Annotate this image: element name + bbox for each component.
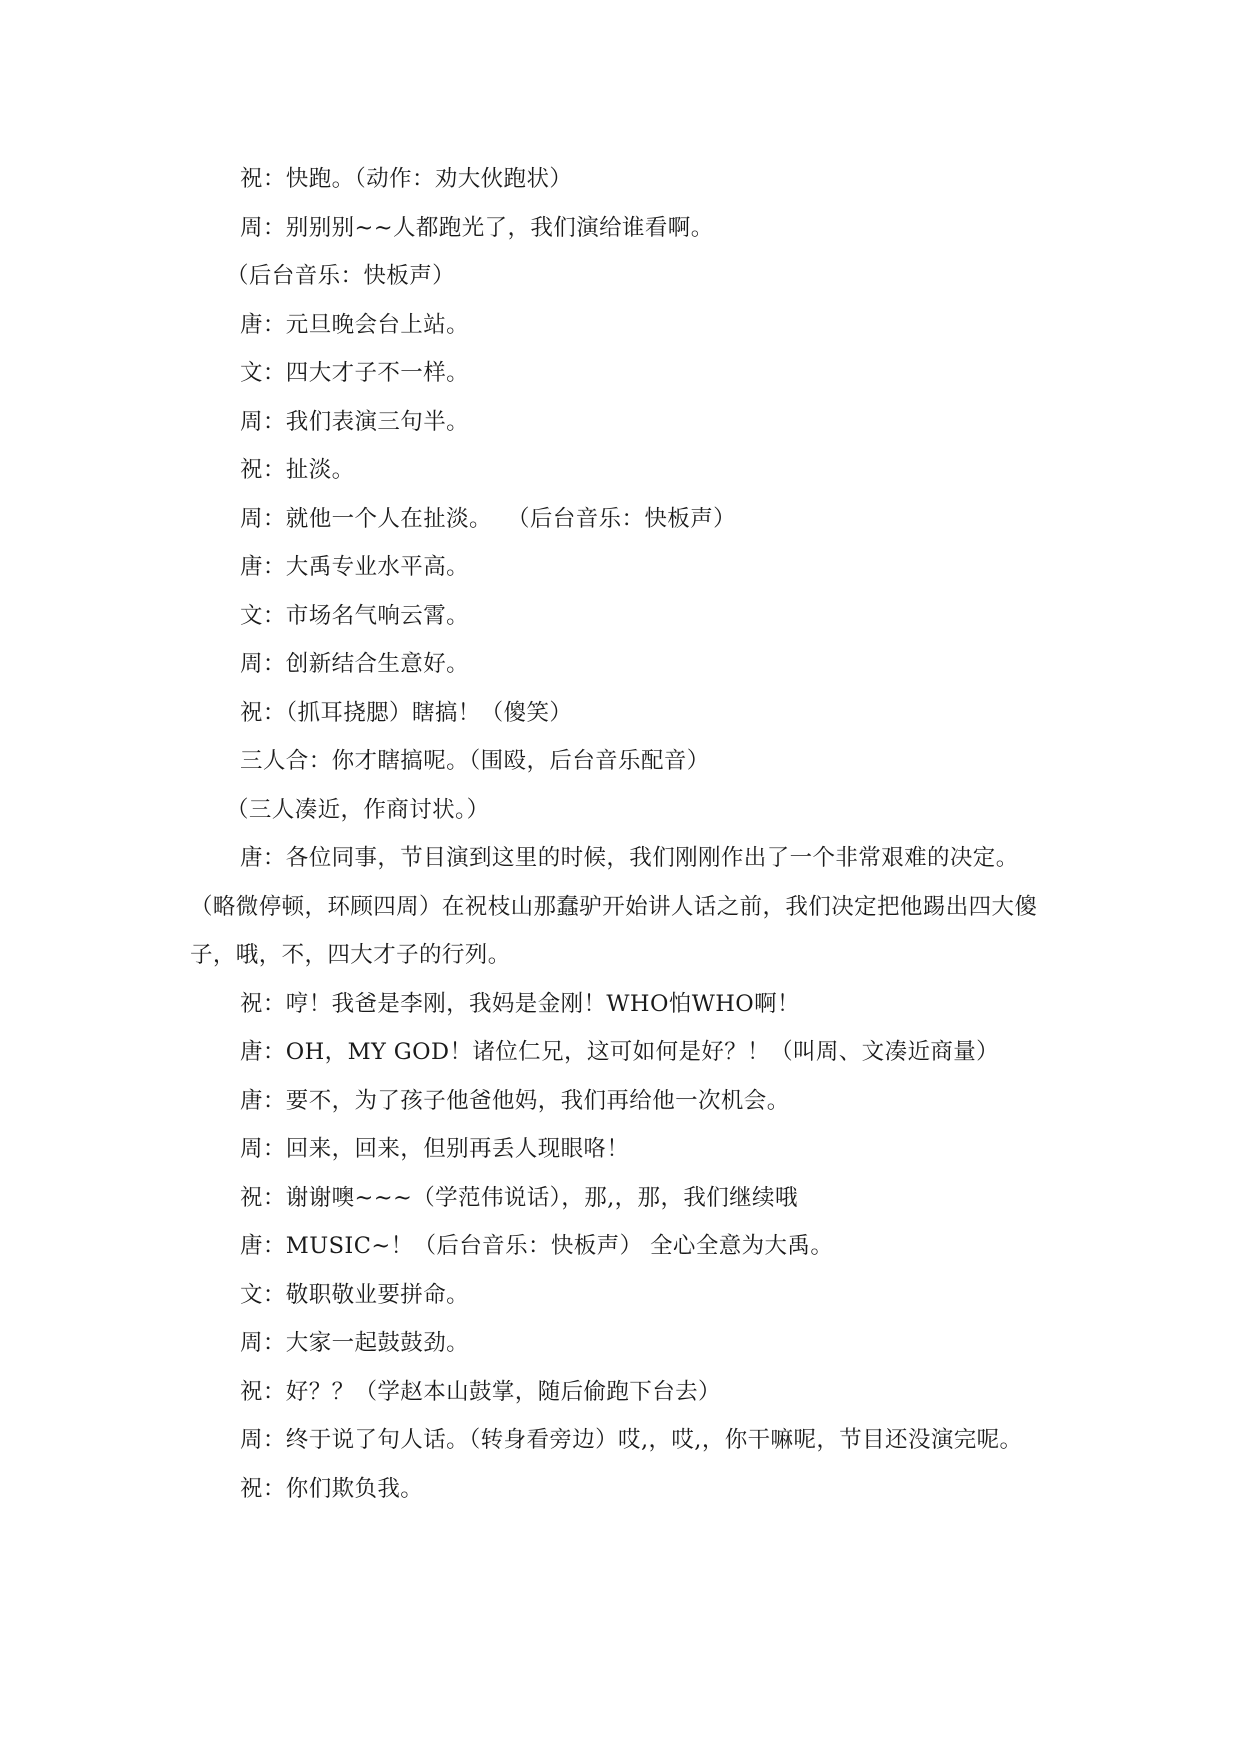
dialogue-line: 文：市场名气响云霄。 — [240, 602, 470, 629]
dialogue-line: 祝：扯淡。 — [240, 457, 355, 483]
dialogue-line: 祝：谢谢噢~~~（学范伟说话），那,，那，我们继续哦 — [240, 1184, 798, 1211]
dialogue-paragraph: 唐：各位同事，节目演到这里的时候，我们刚刚作出了一个非常艰难的决定。（略微停顿，环顾四周）在祝枝山那蠢驴开始讲人话之前，我们决定把他踢出四大傻子，哦，不，四大才子的行列。 — [190, 845, 1038, 968]
dialogue-line: 祝：（抓耳挠腮）瞎搞！（傻笑） — [240, 699, 573, 726]
dialogue-line: 周：回来，回来，但别再丢人现眼咯！ — [240, 1136, 630, 1162]
stage-direction: （三人凑近，作商讨状。） — [226, 796, 490, 823]
dialogue-paragraph: 周：终于说了句人话。（转身看旁边）哎,，哎,，你干嘛呢，节目还没演完呢。 — [240, 1427, 1023, 1453]
script-body — [190, 155, 1050, 1513]
dialogue-line: 周：创新结合生意好。 — [240, 651, 470, 677]
dialogue-line: 周：我们表演三句半。 — [240, 408, 470, 435]
dialogue-line: 唐：MUSIC~！（后台音乐：快板声） 全心全意为大禹。 — [240, 1233, 834, 1259]
dialogue-line: 祝：快跑。（动作：劝大伙跑状） — [240, 166, 573, 192]
dialogue-line: 唐：大禹专业水平高。 — [240, 554, 470, 580]
dialogue-line: 唐：元旦晚会台上站。 — [240, 311, 470, 338]
dialogue-line: 周：就他一个人在扯淡。 （后台音乐：快板声） — [240, 505, 737, 532]
dialogue-line: 周：别别别~~人都跑光了，我们演给谁看啊。 — [240, 214, 714, 241]
dialogue-line: 祝：你们欺负我。 — [240, 1475, 424, 1502]
dialogue-line: 祝：好？？（学赵本山鼓掌，随后偷跑下台去） — [240, 1378, 721, 1405]
dialogue-line: 周：大家一起鼓鼓劲。 — [240, 1330, 470, 1356]
dialogue-line: 文：四大才子不一样。 — [240, 360, 470, 386]
dialogue-line: 文：敬职敬业要拼命。 — [240, 1281, 470, 1308]
dialogue-line: 祝：哼！我爸是李刚，我妈是金刚！WHO怕WHO啊！ — [240, 990, 800, 1017]
stage-direction: （后台音乐：快板声） — [226, 263, 456, 289]
dialogue-line: 三人合：你才瞎搞呢。（围殴，后台音乐配音） — [240, 748, 710, 774]
dialogue-line: 唐：要不，为了孩子他爸他妈，我们再给他一次机会。 — [240, 1087, 790, 1114]
dialogue-line: 唐：OH，MY GOD！诸位仁兄，这可如何是好？！（叫周、文凑近商量） — [240, 1039, 1000, 1065]
